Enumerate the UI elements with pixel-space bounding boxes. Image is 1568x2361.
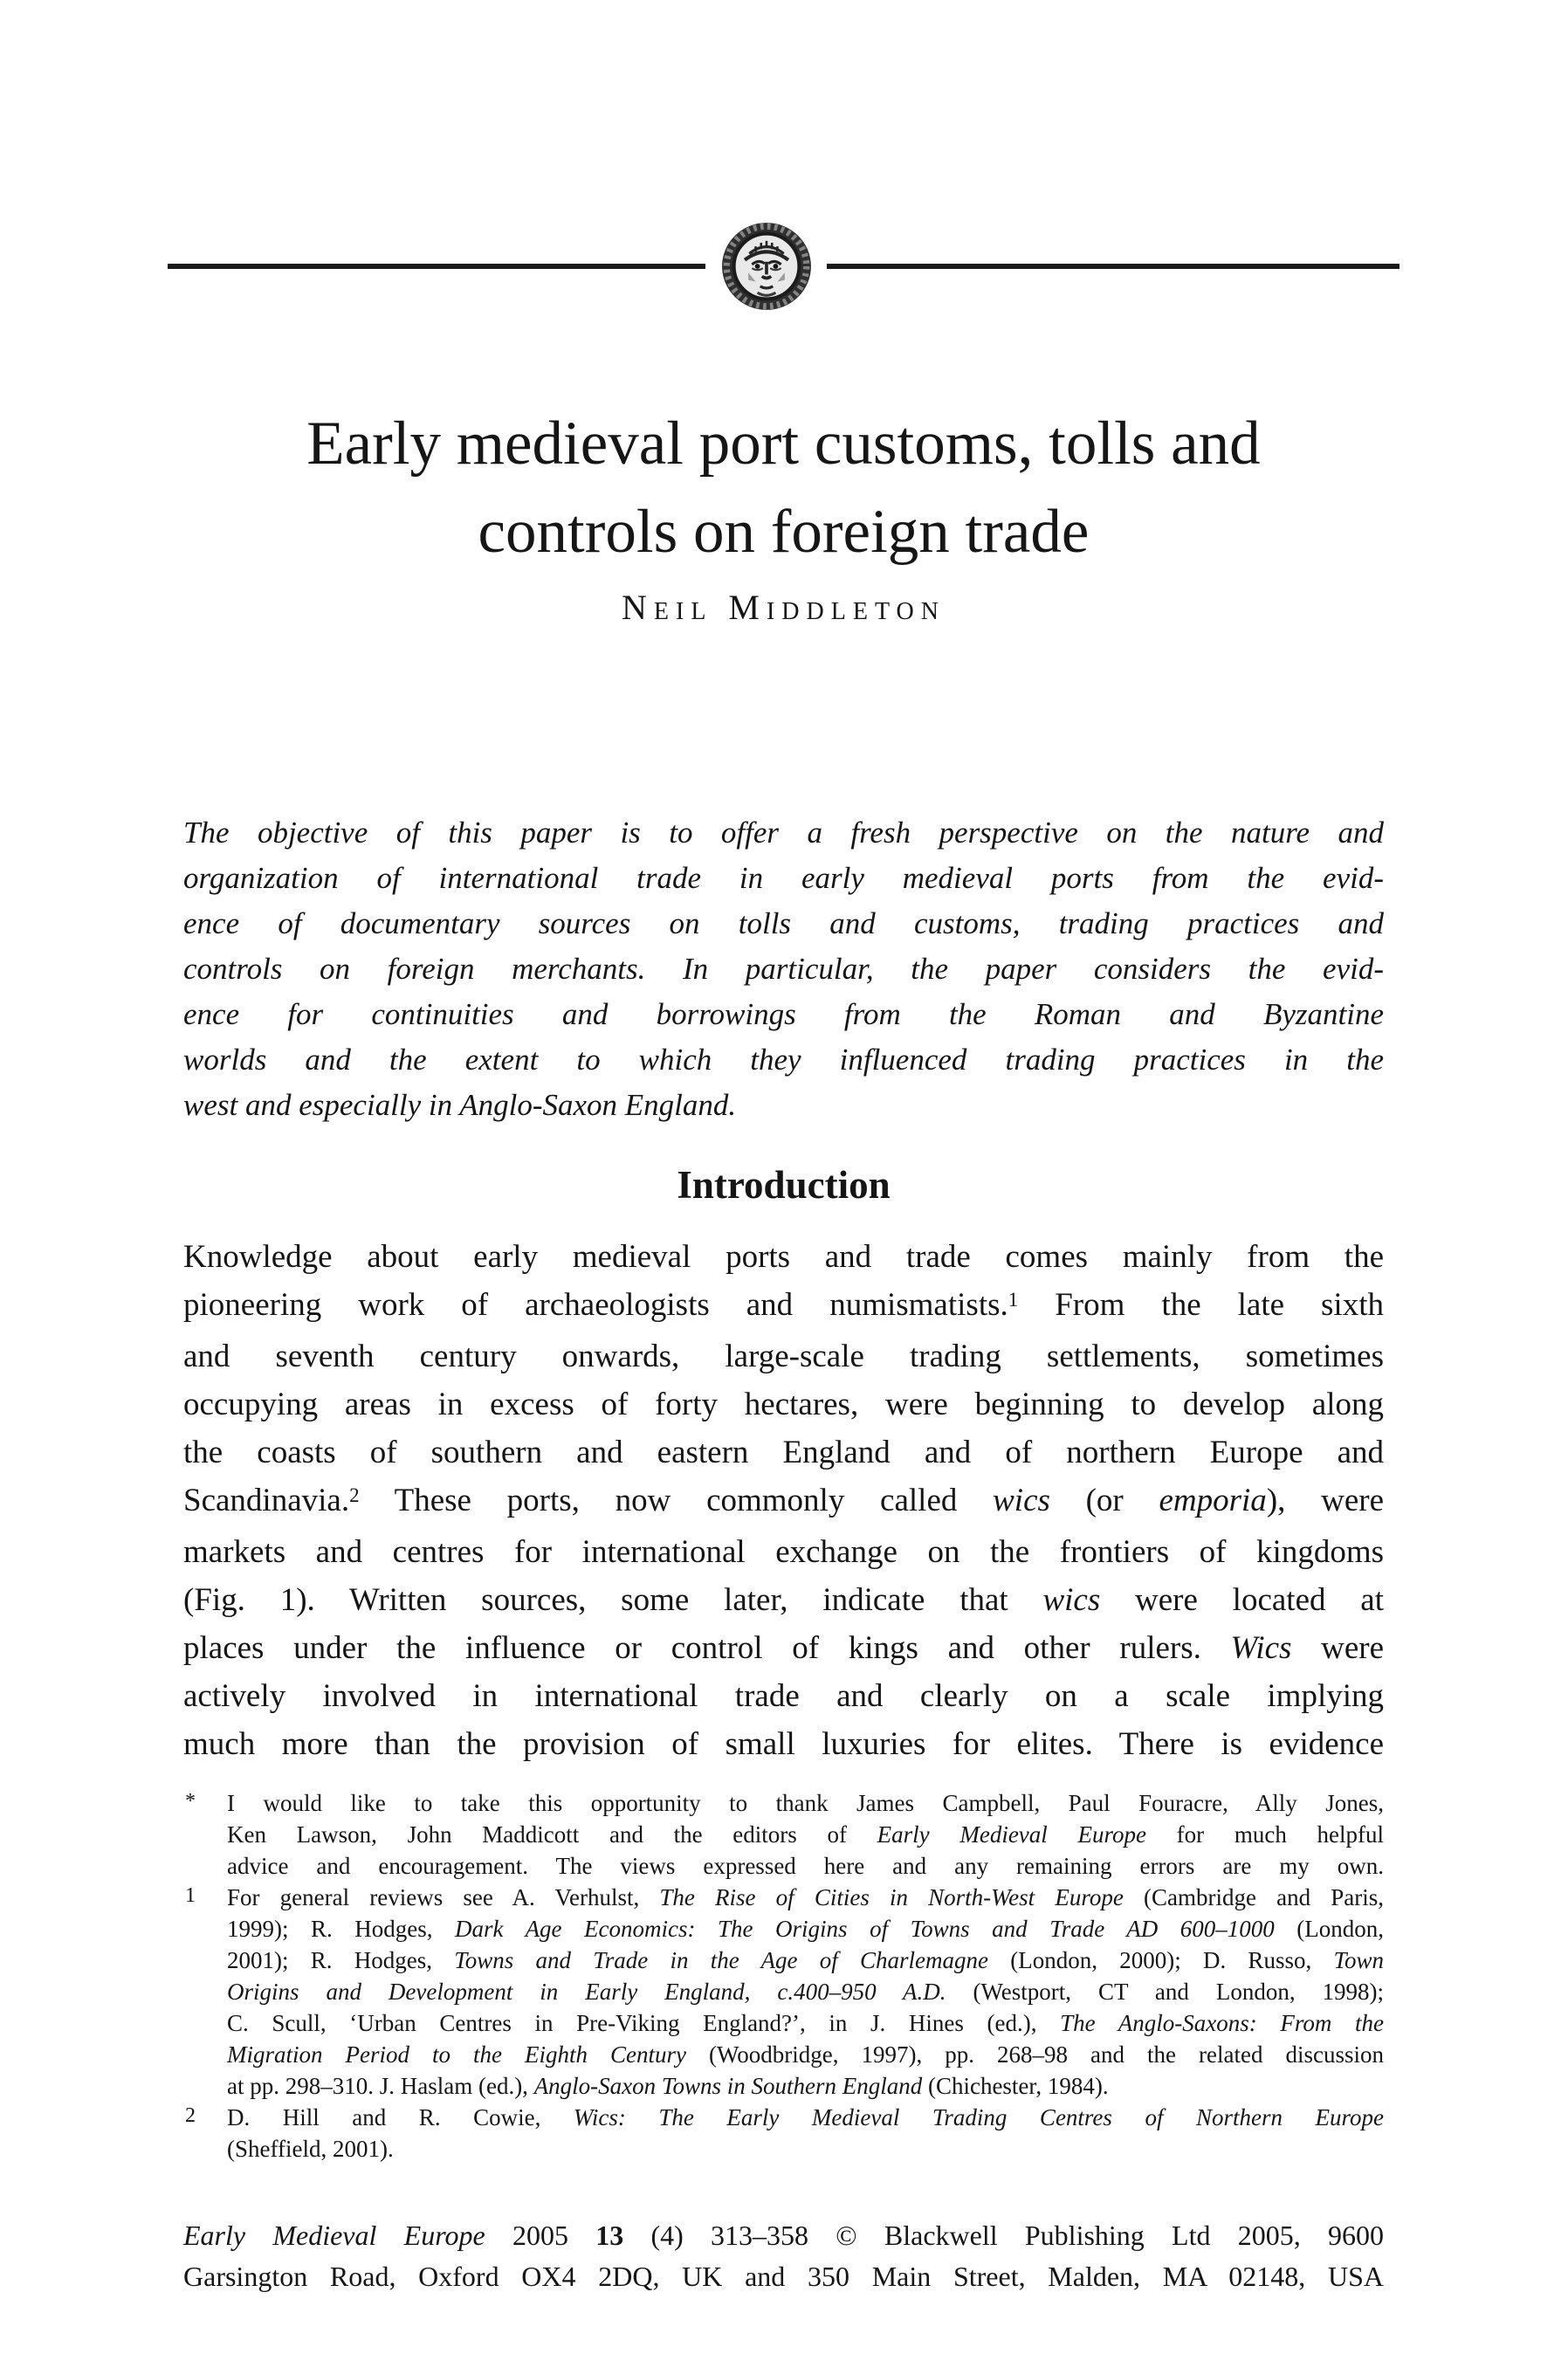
text-run: The Rise of Cities in North-West Europe (659, 1884, 1124, 1910)
text-line (183, 1233, 1384, 1281)
text-run: advice and encouragement. The views expressed here and any remaining errors are my own. (227, 1853, 1384, 1879)
text-line (183, 1380, 1384, 1428)
text-line (183, 1624, 1384, 1672)
text-line (227, 2102, 1384, 2133)
text-run: (Fig. 1). Written sources, some later, indicate that (183, 1582, 1043, 1618)
text-run: much more than the provision of small luxuries for elites. There is evidence (183, 1726, 1384, 1762)
text-run: markets and centres for international exchange on the frontiers of kingdoms (183, 1534, 1384, 1570)
text-run: controls on foreign merchants. In particular, the paper considers the evid- (183, 952, 1384, 986)
body-paragraph (183, 1233, 1384, 1768)
text-line (183, 1281, 1384, 1332)
abstract-paragraph (183, 810, 1384, 1128)
text-run: 2 (349, 1483, 360, 1506)
text-run: Dark Age Economics: The Origins of Towns and Trade AD 600–1000 (455, 1916, 1275, 1942)
text-line (183, 1476, 1384, 1528)
text-line (227, 1882, 1384, 1913)
text-run: Early Medieval Europe (877, 1821, 1146, 1848)
page-title-line-2: controls on foreign trade (478, 498, 1090, 566)
text-run: (Westport, CT and London, 1998); (946, 1979, 1385, 2005)
text-line (183, 992, 1384, 1037)
author-name: Neil Middleton (622, 588, 946, 627)
text-run: ), were (1266, 1483, 1384, 1518)
text-line (227, 1787, 1384, 1819)
text-run: (4) 313–358 © Blackwell Publishing Ltd 2005, 9600 (623, 2220, 1385, 2251)
text-line (183, 1332, 1384, 1380)
footnote-star-text (227, 1787, 1384, 1882)
text-line (227, 2007, 1384, 2039)
text-run: From the late sixth (1018, 1287, 1384, 1323)
text-run: emporia (1159, 1483, 1267, 1518)
text-run: (Sheffield, 2001). (227, 2136, 394, 2162)
text-run: The Anglo-Saxons: From the (1060, 2010, 1384, 2036)
text-run: (Chichester, 1984). (922, 2073, 1109, 2099)
text-run: worlds and the extent to which they influenced trading practices in the (183, 1043, 1384, 1077)
text-run: Knowledge about early medieval ports and trade comes mainly from the (183, 1239, 1384, 1275)
text-run: (London, 2000); D. Russo, (987, 1947, 1334, 1973)
text-line (227, 1850, 1384, 1882)
text-run: Migration Period to the Eighth Century (227, 2041, 686, 2068)
text-line (183, 856, 1384, 901)
text-line (183, 1720, 1384, 1768)
text-line (183, 1528, 1384, 1576)
text-run: wics (993, 1483, 1050, 1518)
footnote-marker-star: * (185, 1790, 196, 1813)
text-run: Ken Lawson, John Maddicott and the editors of (227, 1821, 877, 1848)
footnote-1-text (227, 1882, 1384, 2102)
text-line (183, 901, 1384, 946)
text-run: 2005 (485, 2220, 596, 2251)
text-run: actively involved in international trade and clearly on a scale implying (183, 1678, 1384, 1714)
text-run: ence for continuities and borrowings from the Roman and Byzantine (183, 997, 1384, 1031)
text-run: and seventh century onwards, large-scale trading settlements, sometimes (183, 1339, 1384, 1374)
text-run: Early Medieval Europe (183, 2220, 485, 2251)
footnote-2-text (227, 2102, 1384, 2165)
text-run: Origins and Development in Early England, c.400–950 A.D. (227, 1979, 946, 2005)
text-run: at pp. 298–310. J. Haslam (ed.), (227, 2073, 534, 2099)
footnote-star (183, 1787, 1384, 1882)
text-run: organization of international trade in early medieval ports from the evid- (183, 861, 1384, 895)
text-run: Scandinavia. (183, 1483, 350, 1518)
footnote-1 (183, 1882, 1384, 2102)
text-line (227, 1976, 1384, 2007)
journal-imprint (183, 2215, 1384, 2297)
text-run: 13 (595, 2220, 624, 2251)
section-heading-introduction: Introduction (677, 1163, 891, 1207)
text-run: I would like to take this opportunity to thank James Campbell, Paul Fouracre, Ally Jones, (227, 1790, 1384, 1816)
text-run: These ports, now commonly called (359, 1483, 994, 1518)
text-line (183, 1037, 1384, 1083)
text-run: wics (1042, 1582, 1101, 1618)
text-run: were (1291, 1630, 1384, 1666)
text-run: pioneering work of archaeologists and numismatists. (183, 1287, 1008, 1323)
text-run: ence of documentary sources on tolls and customs, trading practices and (183, 906, 1384, 940)
text-run: The objective of this paper is to offer a fresh perspective on the nature and (183, 816, 1384, 850)
text-run: for much helpful (1145, 1821, 1384, 1848)
text-line (227, 2070, 1384, 2102)
text-run: For general reviews see A. Verhulst, (227, 1884, 660, 1910)
text-run: (London, (1274, 1916, 1385, 1942)
text-run: Garsington Road, Oxford OX4 2DQ, UK and 350 Main Street, Malden, MA 02148, USA (183, 2261, 1384, 2292)
text-line (227, 2133, 1384, 2165)
text-line (227, 2039, 1384, 2070)
text-run: west and especially in Anglo-Saxon England. (183, 1088, 737, 1122)
text-line (227, 1945, 1384, 1976)
text-run: (Woodbridge, 1997), pp. 268–98 and the related discussion (685, 2041, 1384, 2068)
text-line (227, 1913, 1384, 1945)
page-title-line-1: Early medieval port customs, tolls and (306, 410, 1261, 478)
text-line (183, 2256, 1384, 2297)
text-run: Anglo-Saxon Towns in Southern England (533, 2073, 923, 2099)
text-run: occupying areas in excess of forty hectares, were beginning to develop along (183, 1387, 1384, 1422)
text-run: Wics: The Early Medieval Trading Centres of Northern Europe (573, 2104, 1384, 2130)
text-run: Town (1333, 1947, 1384, 1973)
text-run: places under the influence or control of kings and other rulers. (183, 1630, 1231, 1666)
text-run: Wics (1230, 1630, 1292, 1666)
text-run: were located at (1100, 1582, 1384, 1618)
text-run: 1999); R. Hodges, (227, 1916, 456, 1942)
text-run: 2001); R. Hodges, (227, 1947, 455, 1973)
footnote-marker-1: 1 (185, 1884, 196, 1907)
text-line (183, 1083, 1384, 1128)
text-run: the coasts of southern and eastern England and of northern Europe and (183, 1435, 1384, 1470)
page-title (183, 0, 1384, 576)
text-line (183, 2215, 1384, 2256)
text-line (227, 1819, 1384, 1850)
text-run: D. Hill and R. Cowie, (227, 2104, 574, 2130)
text-run: (or (1049, 1483, 1159, 1518)
text-run: 1 (1008, 1288, 1019, 1311)
text-line (183, 1428, 1384, 1476)
text-line (183, 946, 1384, 992)
text-line (183, 810, 1384, 856)
text-run: (Cambridge and Paris, (1123, 1884, 1385, 1910)
text-run: Towns and Trade in the Age of Charlemagne (454, 1947, 988, 1973)
footnote-2 (183, 2102, 1384, 2165)
text-line (183, 1576, 1384, 1624)
text-line (183, 1672, 1384, 1720)
text-run: C. Scull, ‘Urban Centres in Pre-Viking England?’, in J. Hines (ed.), (227, 2010, 1061, 2036)
footnote-marker-2: 2 (185, 2104, 196, 2127)
footnotes-block (183, 1787, 1384, 2165)
